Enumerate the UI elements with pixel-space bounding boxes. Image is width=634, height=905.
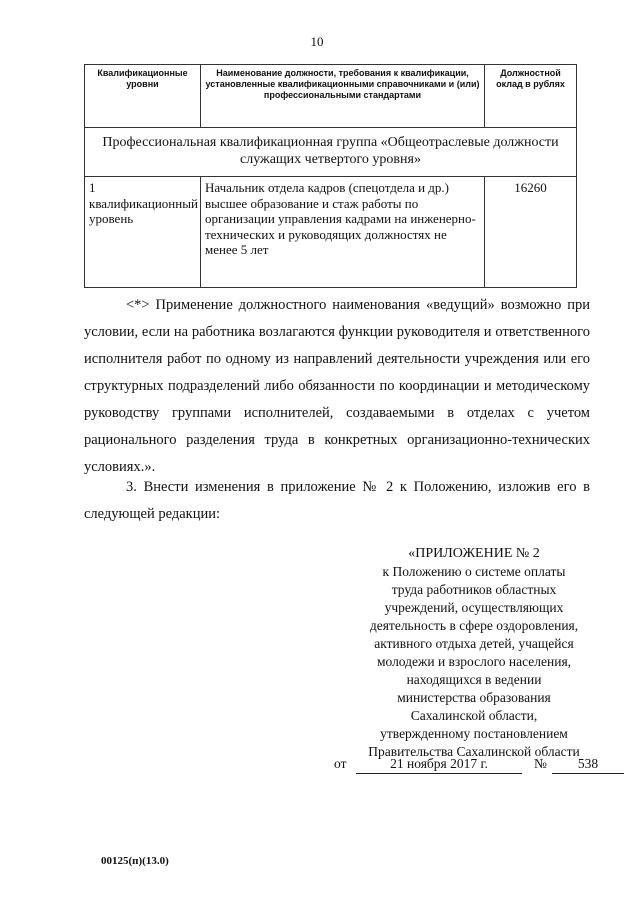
row-requirements: высшее образование и стаж работы по организации управления кадрами на инженерно-технических и руководящих должностях не менее 5 лет bbox=[205, 195, 476, 258]
appendix-title: «ПРИЛОЖЕНИЕ № 2 bbox=[408, 546, 540, 561]
page-number: 10 bbox=[310, 34, 324, 49]
footnote-paragraph: <*> Применение должностного наименования «ведущий» возможно при условии, если на работника возлагаются функции руководителя и ответственного исполнителя работ по одному из направлений деятельности учреждения или его структурных подразделений либо обязанности по координации и методическому руководству группами исполнителей, создаваемыми в отделах с учетом рационального разделения труда в конкретных организационно-технических условиях.». bbox=[84, 297, 590, 475]
number-value: 538 bbox=[552, 756, 624, 774]
qualification-table bbox=[84, 64, 577, 288]
row-level: 1 квалификационный уровень bbox=[85, 177, 201, 288]
appendix-line: Сахалинской области, bbox=[410, 708, 538, 723]
appendix-line: труда работников областных bbox=[391, 582, 557, 597]
row-position bbox=[201, 177, 485, 288]
appendix-line: учреждений, осуществляющих bbox=[384, 600, 564, 615]
date-number-line bbox=[334, 752, 624, 774]
document-code: 00125(п)(13.0) bbox=[101, 855, 169, 867]
table-header-row bbox=[85, 65, 577, 128]
row-salary: 16260 bbox=[485, 177, 577, 288]
group-title: Профессиональная квалификационная группа «Общеотраслевые должности служащих четвертого уровня» bbox=[85, 128, 577, 177]
item3-paragraph: 3. Внести изменения в приложение № 2 к Положению, изложив его в следующей редакции: bbox=[84, 479, 590, 522]
table-row bbox=[85, 177, 577, 288]
appendix-line: активного отдыха детей, учащейся bbox=[374, 636, 574, 651]
header-salary: Должностной оклад в рублях bbox=[485, 65, 577, 128]
appendix-line: молодежи и взрослого населения, bbox=[376, 654, 572, 669]
header-position: Наименование должности, требования к квалификации, установленные квалификационными справочниками и (или) профессиональными стандартами bbox=[201, 65, 485, 128]
date-label: от bbox=[334, 756, 347, 771]
appendix-header bbox=[340, 545, 608, 761]
date-value: 21 ноября 2017 г. bbox=[356, 756, 522, 774]
row-position-title: Начальник отдела кадров (спецотдела и др.) bbox=[205, 180, 449, 195]
appendix-line: деятельность в сфере оздоровления, bbox=[369, 618, 579, 633]
number-label: № bbox=[534, 756, 547, 771]
appendix-line: утвержденному постановлением bbox=[380, 726, 568, 741]
header-level: Квалификационные уровни bbox=[85, 65, 201, 128]
appendix-line: Правительства Сахалинской области bbox=[368, 744, 580, 759]
appendix-line: находящихся в ведении bbox=[406, 672, 542, 687]
appendix-line: к Положению о системе оплаты bbox=[382, 564, 566, 579]
table-group-row bbox=[85, 128, 577, 177]
appendix-line: министерства образования bbox=[397, 690, 551, 705]
